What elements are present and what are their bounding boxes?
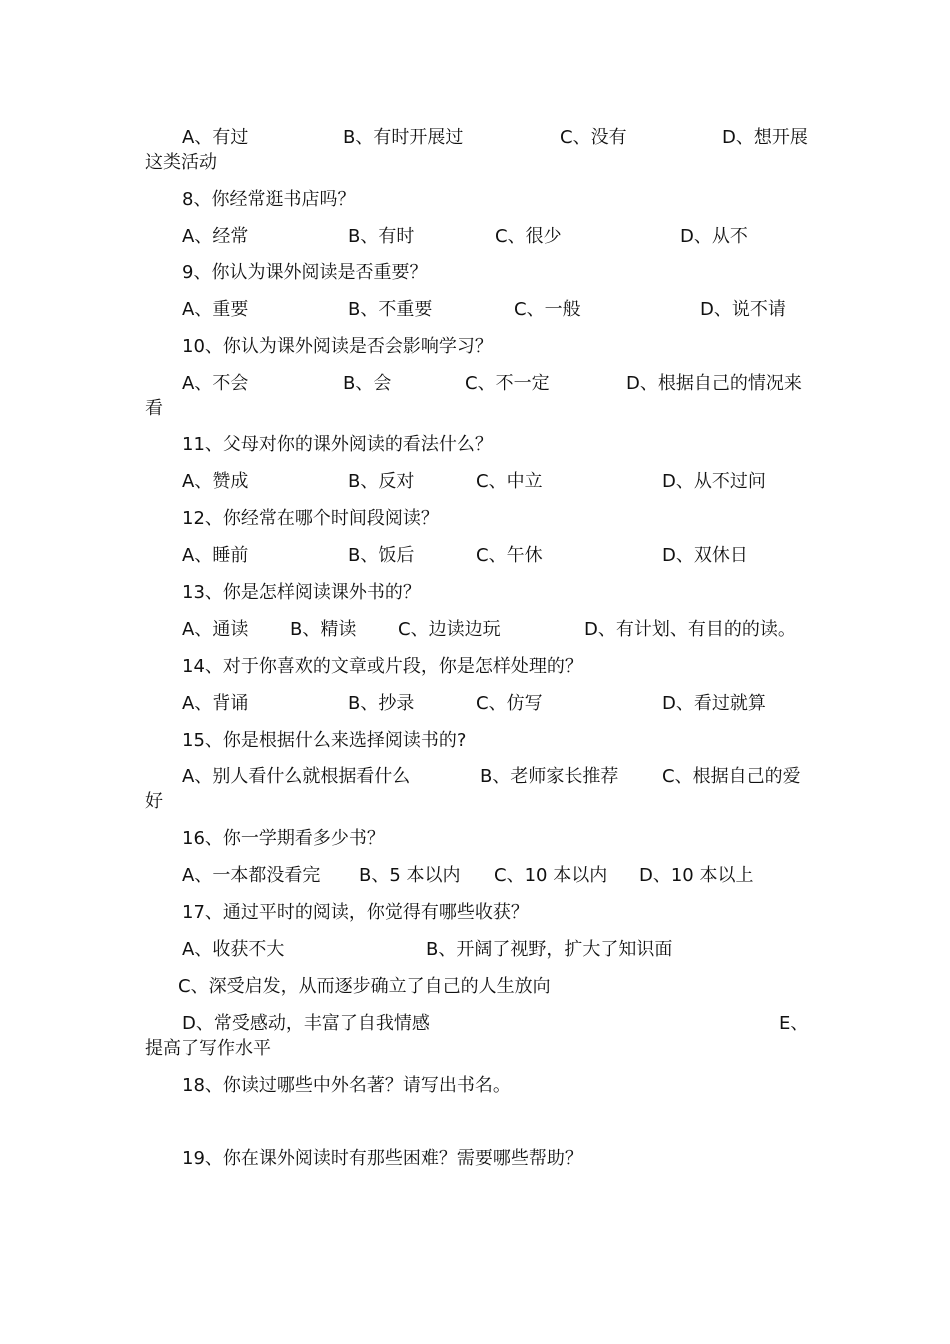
- q8-option-b: B、有时: [348, 226, 415, 247]
- q10-option-d-continued: 看: [145, 398, 163, 419]
- q16-option-c: C、10 本以内: [494, 865, 608, 886]
- q10-option-c: C、不一定: [465, 373, 550, 394]
- q14-option-d: D、看过就算: [662, 693, 766, 714]
- q9-option-c: C、一般: [514, 299, 581, 320]
- q12-option-a: A、睡前: [182, 545, 249, 566]
- q15-option-a: A、别人看什么就根据看什么: [182, 766, 411, 787]
- q12-option-d: D、双休日: [662, 545, 748, 566]
- q7-option-a: A、有过: [182, 127, 249, 148]
- q9-option-b: B、不重要: [348, 299, 433, 320]
- q16-option-b: B、5 本以内: [359, 865, 461, 886]
- q17-option-b: B、开阔了视野，扩大了知识面: [426, 939, 673, 960]
- question-9: 9、你认为课外阅读是否重要？: [182, 262, 428, 283]
- q9-option-a: A、重要: [182, 299, 249, 320]
- q7-option-d: D、想开展: [722, 127, 808, 148]
- q14-option-a: A、背诵: [182, 693, 249, 714]
- q13-option-c: C、边读边玩: [398, 619, 501, 640]
- q16-option-d: D、10 本以上: [639, 865, 754, 886]
- q17-option-a: A、收获不大: [182, 939, 285, 960]
- question-12: 12、你经常在哪个时间段阅读？: [182, 508, 439, 529]
- question-14: 14、对于你喜欢的文章或片段，你是怎样处理的？: [182, 656, 583, 677]
- q14-option-b: B、抄录: [348, 693, 415, 714]
- q7-option-d-continued: 这类活动: [145, 152, 217, 173]
- q12-option-b: B、饭后: [348, 545, 415, 566]
- q13-option-b: B、精读: [290, 619, 357, 640]
- q8-option-c: C、很少: [495, 226, 562, 247]
- question-19: 19、你在课外阅读时有那些困难？需要哪些帮助？: [182, 1148, 583, 1169]
- q13-option-a: A、通读: [182, 619, 249, 640]
- question-11: 11、父母对你的课外阅读的看法什么？: [182, 434, 493, 455]
- question-17: 17、通过平时的阅读，你觉得有哪些收获？: [182, 902, 529, 923]
- question-18: 18、你读过哪些中外名著？请写出书名。: [182, 1075, 511, 1096]
- q15-option-c-continued: 好: [145, 791, 163, 812]
- q11-option-b: B、反对: [348, 471, 415, 492]
- q12-option-c: C、午休: [476, 545, 543, 566]
- question-15: 15、你是根据什么来选择阅读书的?: [182, 730, 467, 751]
- q17-option-e-continued: 提高了写作水平: [145, 1038, 271, 1059]
- q8-option-d: D、从不: [680, 226, 748, 247]
- q7-option-b: B、有时开展过: [343, 127, 464, 148]
- q11-option-d: D、从不过问: [662, 471, 766, 492]
- q11-option-a: A、赞成: [182, 471, 249, 492]
- q10-option-a: A、不会: [182, 373, 249, 394]
- q9-option-d: D、说不请: [700, 299, 786, 320]
- q10-option-d: D、根据自己的情况来: [626, 373, 802, 394]
- q15-option-c: C、根据自己的爱: [662, 766, 801, 787]
- question-10: 10、你认为课外阅读是否会影响学习？: [182, 336, 493, 357]
- q8-option-a: A、经常: [182, 226, 249, 247]
- q7-option-c: C、没有: [560, 127, 627, 148]
- q17-option-e: E、: [779, 1013, 809, 1034]
- q11-option-c: C、中立: [476, 471, 543, 492]
- q10-option-b: B、会: [343, 373, 392, 394]
- q17-option-d: D、常受感动，丰富了自我情感: [182, 1013, 430, 1034]
- q13-option-d: D、有计划、有目的的读。: [584, 619, 796, 640]
- q14-option-c: C、仿写: [476, 693, 543, 714]
- q17-option-c: C、深受启发，从而逐步确立了自己的人生放向: [178, 976, 551, 997]
- question-13: 13、你是怎样阅读课外书的？: [182, 582, 421, 603]
- question-8: 8、你经常逛书店吗？: [182, 189, 356, 210]
- question-16: 16、你一学期看多少书？: [182, 828, 385, 849]
- q15-option-b: B、老师家长推荐: [480, 766, 619, 787]
- q16-option-a: A、一本都没看完: [182, 865, 321, 886]
